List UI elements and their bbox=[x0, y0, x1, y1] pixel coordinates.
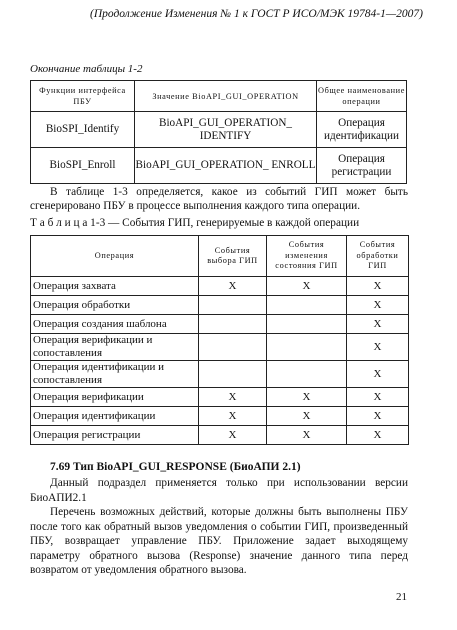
table1-caption: Окончание таблицы 1-2 bbox=[30, 63, 143, 75]
mark-cell: X bbox=[267, 277, 347, 296]
column-header: События обработки ГИП bbox=[347, 236, 409, 277]
column-header: События выбора ГИП bbox=[199, 236, 267, 277]
table-cell: Операция регистрации bbox=[317, 148, 407, 184]
table-cell: BioSPI_Identify bbox=[31, 112, 135, 148]
operation-cell: Операция идентификации bbox=[31, 407, 199, 426]
paragraph: В таблице 1-3 определяется, какое из событий ГИП может быть сгенерировано ПБУ в процессе выполнения каждого типа операции. bbox=[30, 186, 408, 212]
mark-cell: X bbox=[199, 277, 267, 296]
column-header: События изменения состояния ГИП bbox=[267, 236, 347, 277]
operation-cell: Операция обработки bbox=[31, 296, 199, 315]
mark-cell: X bbox=[347, 334, 409, 361]
mark-cell bbox=[267, 334, 347, 361]
mark-cell: X bbox=[347, 296, 409, 315]
table2-caption: Т а б л и ц а 1-3 — События ГИП, генерируемые в каждой операции bbox=[30, 217, 360, 229]
column-header: Общее наименование операции bbox=[317, 81, 407, 112]
mark-cell bbox=[267, 296, 347, 315]
mark-cell bbox=[199, 315, 267, 334]
mark-cell: X bbox=[199, 388, 267, 407]
mark-cell: X bbox=[267, 388, 347, 407]
table-cell: BioSPI_Enroll bbox=[31, 148, 135, 184]
table-row bbox=[31, 334, 409, 361]
table-row bbox=[31, 296, 409, 315]
table-header-row bbox=[31, 81, 407, 112]
table-row bbox=[31, 361, 409, 388]
mark-cell: X bbox=[199, 426, 267, 445]
operation-cell: Операция регистрации bbox=[31, 426, 199, 445]
table-cell: BioAPI_GUI_OPERATION_ ENROLL bbox=[135, 148, 317, 184]
mark-cell bbox=[267, 315, 347, 334]
mark-cell: X bbox=[347, 315, 409, 334]
column-header: Значение BioAPI_GUI_OPERATION bbox=[135, 81, 317, 112]
paragraph: Перечень возможных действий, которые должны быть выполнены ПБУ после того как обратный вызов уведомления о событии ГИП, произведенный ПБУ, возвращает управление ПБУ. Приложение задает выходящему параметру обратного вызова (Response) значение данного типа перед возвратом от уведомления обратного вызова. bbox=[30, 506, 408, 576]
mark-cell: X bbox=[347, 407, 409, 426]
column-header: Операция bbox=[31, 236, 199, 277]
table-cell: BioAPI_GUI_OPERATION_ IDENTIFY bbox=[135, 112, 317, 148]
mark-cell: X bbox=[347, 277, 409, 296]
mark-cell: X bbox=[199, 407, 267, 426]
table-row bbox=[31, 277, 409, 296]
operation-cell: Операция верификации bbox=[31, 388, 199, 407]
operation-cell: Операция идентификации и сопоставления bbox=[31, 361, 199, 388]
table-1-2 bbox=[30, 80, 407, 184]
table-row bbox=[31, 388, 409, 407]
mark-cell bbox=[199, 296, 267, 315]
table-cell: Операция идентификации bbox=[317, 112, 407, 148]
table-row bbox=[31, 315, 409, 334]
mark-cell bbox=[199, 334, 267, 361]
operation-cell: Операция верификации и сопоставления bbox=[31, 334, 199, 361]
table-1-3 bbox=[30, 235, 409, 445]
table-row bbox=[31, 112, 407, 148]
table-row bbox=[31, 407, 409, 426]
mark-cell: X bbox=[347, 388, 409, 407]
mark-cell: X bbox=[347, 361, 409, 388]
mark-cell: X bbox=[267, 407, 347, 426]
column-header: Функции интерфейса ПБУ bbox=[31, 81, 135, 112]
table-row bbox=[31, 426, 409, 445]
section-title: 7.69 Тип BioAPI_GUI_RESPONSE (БиоАПИ 2.1) bbox=[50, 461, 301, 473]
table-row bbox=[31, 148, 407, 184]
section-body bbox=[30, 476, 408, 578]
mark-cell bbox=[199, 361, 267, 388]
paragraph: Данный подраздел применяется только при использовании версии БиоАПИ2.1 bbox=[30, 477, 408, 504]
page-number: 21 bbox=[396, 591, 407, 603]
mark-cell bbox=[267, 361, 347, 388]
page-header: (Продолжение Изменения № 1 к ГОСТ Р ИСО/МЭК 19784-1—2007) bbox=[90, 8, 423, 20]
mark-cell: X bbox=[347, 426, 409, 445]
operation-cell: Операция захвата bbox=[31, 277, 199, 296]
table-header-row bbox=[31, 236, 409, 277]
operation-cell: Операция создания шаблона bbox=[31, 315, 199, 334]
mark-cell: X bbox=[267, 426, 347, 445]
